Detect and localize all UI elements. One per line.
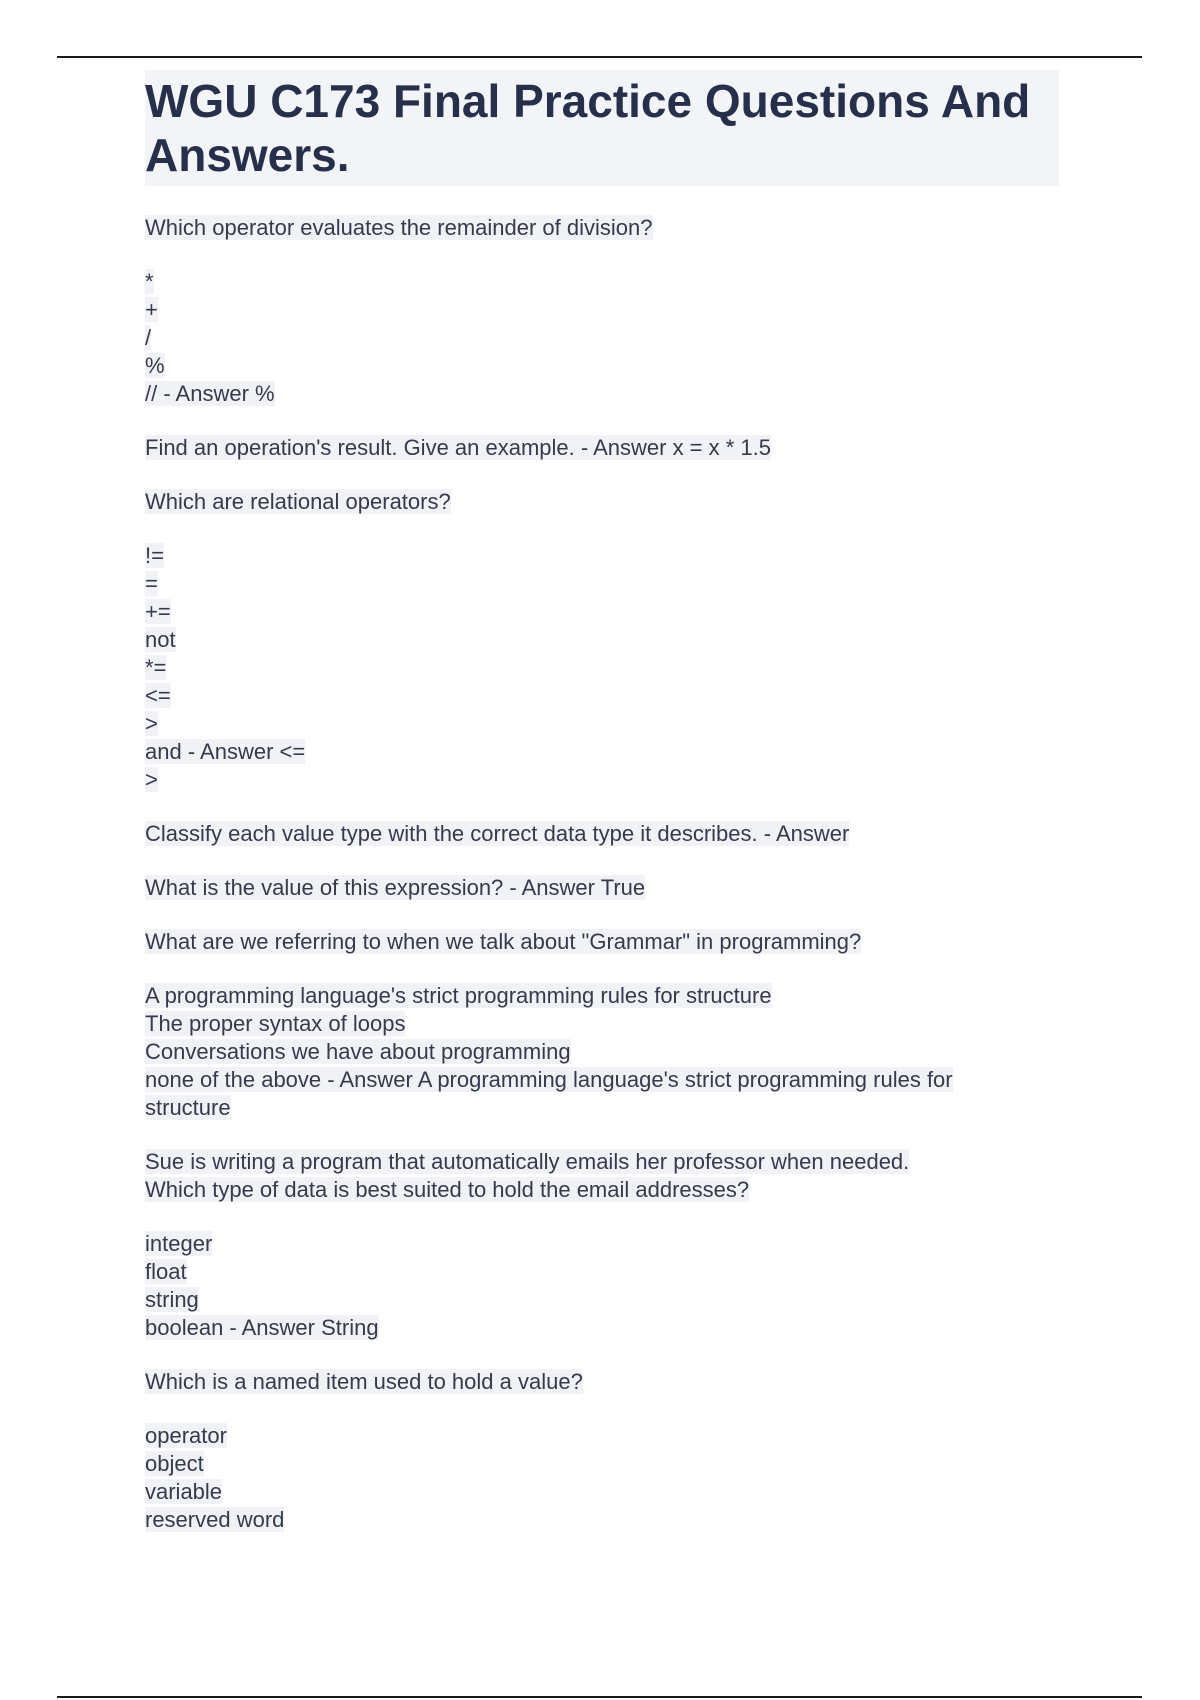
bottom-rule [57, 1696, 1142, 1698]
option: % [145, 353, 165, 378]
option: A programming language's strict programming rules for structure [145, 983, 772, 1008]
option: not [145, 627, 176, 652]
option: / [145, 325, 152, 350]
option: object [145, 1451, 204, 1476]
option-with-answer: none of the above - Answer A programming language's strict programming rules for [145, 1067, 953, 1092]
option-with-answer: and - Answer <= [145, 739, 306, 764]
option: > [145, 767, 158, 792]
option-list [145, 1230, 1055, 1342]
option: <= [145, 683, 171, 708]
option: != [145, 543, 164, 568]
option: > [145, 711, 158, 736]
option-with-answer: boolean - Answer String [145, 1315, 379, 1340]
qa-item-4 [145, 820, 1055, 848]
option: string [145, 1287, 199, 1312]
question-text: Classify each value type with the correct data type it describes. - Answer [145, 821, 850, 846]
qa-item-8 [145, 1368, 1055, 1534]
qa-item-1 [145, 214, 1055, 408]
option-list [145, 542, 1055, 794]
qa-item-5 [145, 874, 1055, 902]
qa-item-3 [145, 488, 1055, 794]
document-body [145, 70, 1055, 1560]
option: float [145, 1259, 187, 1284]
option: Conversations we have about programming [145, 1039, 571, 1064]
option: operator [145, 1423, 227, 1448]
question-text: Which operator evaluates the remainder of division? [145, 215, 653, 240]
document-title: WGU C173 Final Practice Questions And Answers. [145, 70, 1059, 186]
option: variable [145, 1479, 223, 1504]
question-text: Which is a named item used to hold a value? [145, 1369, 583, 1394]
option: + [145, 297, 158, 322]
qa-item-2 [145, 434, 1055, 462]
option: *= [145, 655, 167, 680]
question-text: What are we referring to when we talk about "Grammar" in programming? [145, 929, 862, 954]
option: = [145, 571, 158, 596]
qa-item-7 [145, 1148, 1055, 1342]
option: reserved word [145, 1507, 285, 1532]
top-rule [57, 56, 1142, 58]
option: structure [145, 1095, 231, 1120]
question-text: Sue is writing a program that automatically emails her professor when needed. Which type of data is best suited to hold the email addresses? [145, 1149, 910, 1202]
option-list [145, 982, 1055, 1122]
option: * [145, 269, 154, 294]
question-text: Find an operation's result. Give an example. - Answer x = x * 1.5 [145, 435, 772, 460]
qa-item-6 [145, 928, 1055, 1122]
option: += [145, 599, 171, 624]
option: integer [145, 1231, 213, 1256]
option: The proper syntax of loops [145, 1011, 406, 1036]
option-list [145, 1422, 1055, 1534]
question-text: Which are relational operators? [145, 489, 451, 514]
option-list [145, 268, 1055, 408]
option-with-answer: // - Answer % [145, 381, 275, 406]
question-text: What is the value of this expression? - Answer True [145, 875, 646, 900]
